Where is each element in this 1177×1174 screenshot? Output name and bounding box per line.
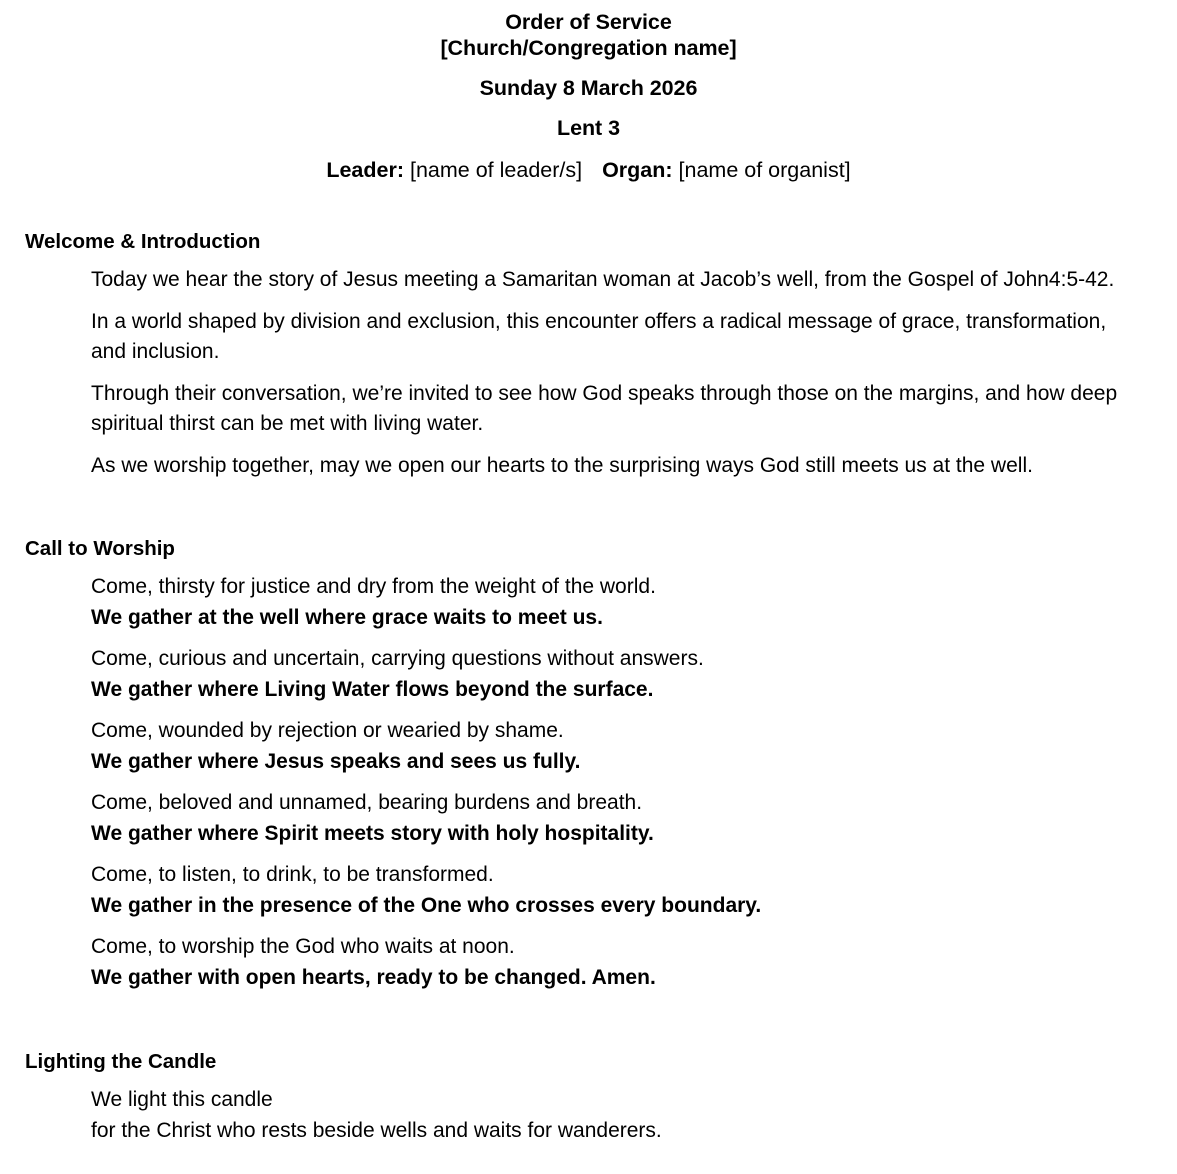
section-heading-welcome-introduction: Welcome & Introduction [25,230,261,253]
paragraph: As we worship together, may we open our hearts to the surprising ways God still meets us at the well. [91,453,1033,477]
document-title: Order of Service [505,10,672,34]
call-response-stanza [91,932,1145,993]
paragraph: In a world shaped by division and exclusion, this encounter offers a radical message of grace, transformation, and inclusion. [91,309,1107,363]
call-response-stanza [91,716,1145,777]
response-line: We gather at the well where grace waits to meet us. [91,605,603,629]
organ-label: Organ: [602,158,673,182]
paragraph: Through their conversation, we’re invited to see how God speaks through those on the margins, and how deep spiritual thirst can be met with living water. [91,381,1118,435]
response-line: We gather where Living Water flows beyond the surface. [91,677,654,701]
liturgical-season: Lent 3 [556,116,620,140]
call-response-stanza [91,788,1145,849]
candle-line: for the Christ who rests beside wells and waits for wanderers. [91,1118,662,1142]
response-line: We gather where Spirit meets story with holy hospitality. [91,821,654,845]
paragraph: Today we hear the story of Jesus meeting a Samaritan woman at Jacob’s well, from the Gospel of John4:5-42. [91,268,1115,291]
call-line: Come, to listen, to drink, to be transformed. [91,863,494,886]
section-welcome-introduction [25,230,1177,254]
response-line: We gather in the presence of the One who crosses every boundary. [91,893,762,917]
service-date: Sunday 8 March 2026 [479,76,698,100]
candle-line: We light this candle [91,1088,273,1111]
call-line: Come, wounded by rejection or wearied by shame. [91,719,564,742]
call-line: Come, to worship the God who waits at noon. [91,935,515,958]
call-response-stanza [91,572,1145,633]
call-response-stanza [91,860,1145,921]
call-line: Come, thirsty for justice and dry from the weight of the world. [91,575,656,598]
section-call-to-worship [25,537,1177,561]
service-credits [0,157,1177,183]
lighting-the-candle-body [91,1085,1177,1146]
congregation-name-placeholder: [Church/Congregation name] [440,36,737,60]
call-response-stanza [91,644,1145,705]
section-lighting-the-candle [25,1050,1177,1074]
response-line: We gather with open hearts, ready to be changed. Amen. [91,965,656,989]
document-title-block [0,0,1177,183]
section-heading-lighting-the-candle: Lighting the Candle [25,1050,217,1073]
call-line: Come, curious and uncertain, carrying questions without answers. [91,647,704,670]
leader-value: [name of leader/s] [410,158,583,182]
organ-value: [name of organist] [678,158,851,182]
response-line: We gather where Jesus speaks and sees us fully. [91,749,581,773]
call-line: Come, beloved and unnamed, bearing burdens and breath. [91,791,643,814]
call-to-worship-body [91,572,1145,993]
welcome-introduction-body [91,265,1145,481]
leader-label: Leader: [326,158,405,182]
section-heading-call-to-worship: Call to Worship [25,537,175,560]
